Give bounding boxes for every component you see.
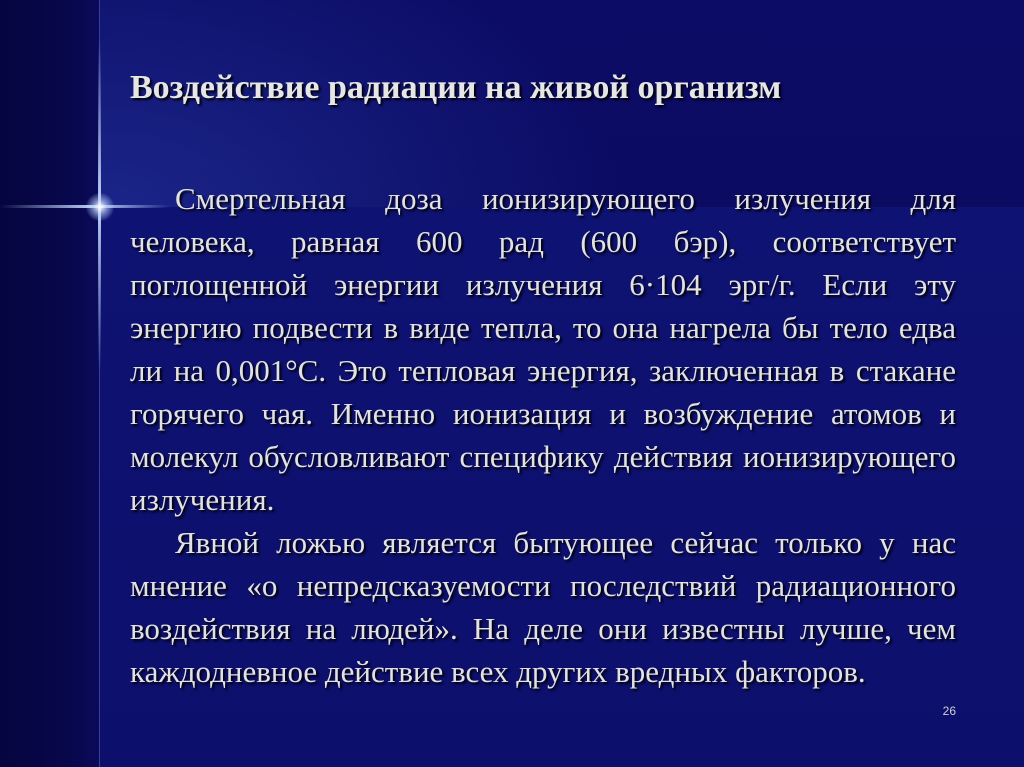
slide-body — [130, 177, 956, 693]
paragraph-lethal-dose: Смертельная доза ионизирующего излучения для человека, равная 600 рад (600 бэр), соответствует поглощенной энергии излучения 6·104 эрг/г. Если эту энергию подвести в виде тепла, то она нагрела бы тело едва ли на 0,001°С. Это тепловая энергия, заключенная в стакане горячего чая. Именно ионизация и возбуждение атомов и молекул обусловливают специфику действия ионизирующего излучения. — [130, 181, 956, 517]
left-decor-strip — [0, 0, 100, 767]
page-number: 26 — [942, 704, 956, 718]
paragraph-myth: Явной ложью является бытующее сейчас только у нас мнение «о непредсказуемости последствий радиационного воздействия на людей». На деле они известны лучше, чем каждодневное действие всех других вредных факторов. — [130, 525, 956, 689]
slide-title: Воздействие радиации на живой организм — [130, 69, 782, 106]
sparkle-star-icon — [86, 193, 114, 221]
